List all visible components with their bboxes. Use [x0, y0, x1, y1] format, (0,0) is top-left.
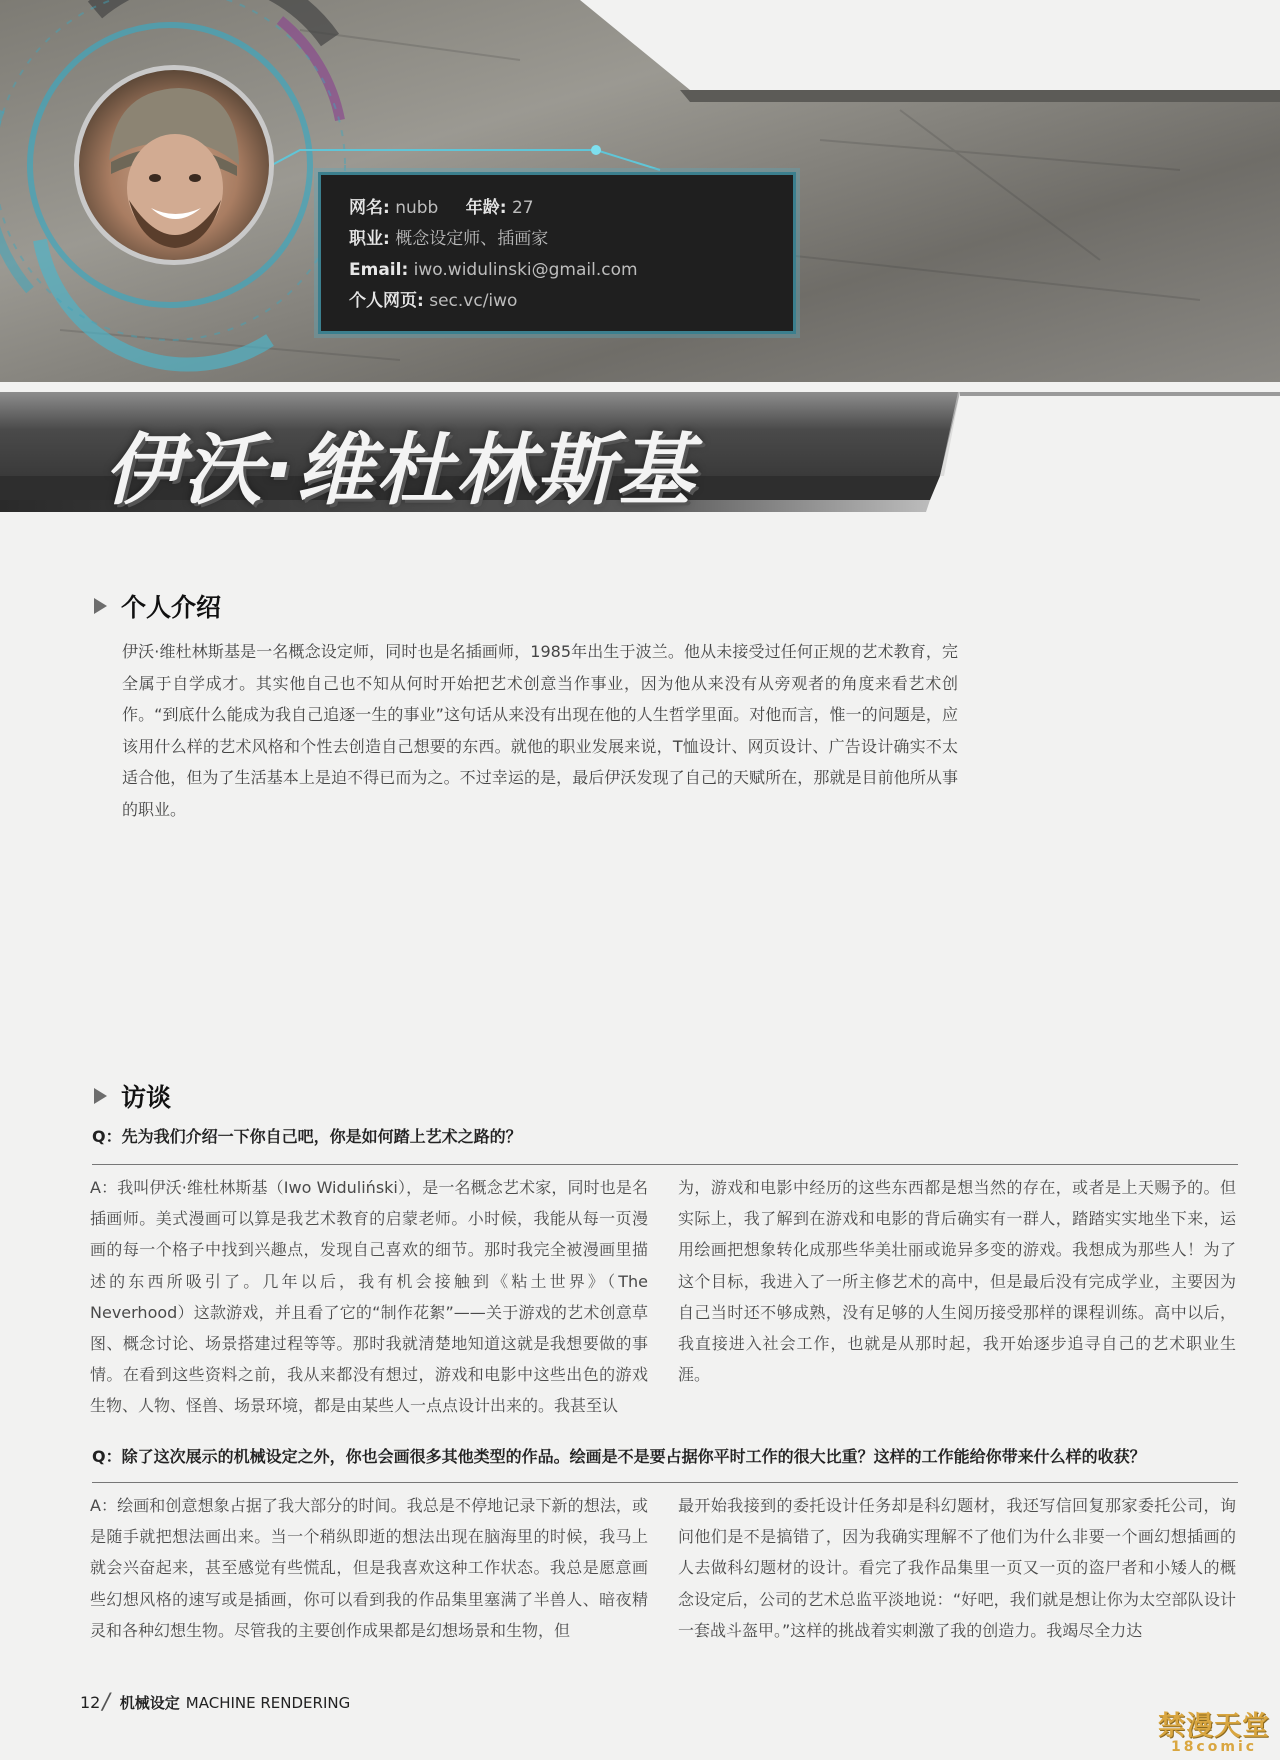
profile-row-email	[349, 255, 765, 286]
job-value: 概念设定师、插画家	[395, 229, 549, 249]
profile-row-job	[349, 224, 765, 255]
interview-heading	[94, 1078, 171, 1114]
page-number: 12	[80, 1693, 101, 1712]
profile-info-box	[318, 172, 796, 334]
watermark-line-1: 禁漫天堂	[1158, 1711, 1270, 1742]
site-label: 个人网页:	[349, 291, 424, 311]
profile-row-name-age	[349, 193, 765, 224]
question-2: Q：除了这次展示的机械设定之外，你也会画很多其他类型的作品。绘画是不是要占据你平时工作的很大比重？这样的工作能给你带来什么样的收获？	[92, 1447, 1146, 1466]
question-1: Q：先为我们介绍一下你自己吧，你是如何踏上艺术之路的？	[92, 1127, 522, 1146]
name-label: 网名:	[349, 198, 390, 218]
footer-title-en: MACHINE RENDERING	[185, 1693, 351, 1712]
name-value: nubb	[395, 198, 439, 218]
age-label: 年龄:	[465, 198, 507, 218]
watermark	[1158, 1704, 1270, 1755]
answer-2-left-column: A：绘画和创意想象占据了我大部分的时间。我总是不停地记录下新的想法，或是随手就把想法画出来。当一个稍纵即逝的想法出现在脑海里的时候，我马上就会兴奋起来，甚至感觉有些慌乱，但是我喜欢这种工作状态。我总是愿意画些幻想风格的速写或是插画，你可以看到我的作品集里塞满了半兽人、暗夜精灵和各种幻想生物。尽管我的主要创作成果都是幻想场景和生物，但	[90, 1496, 648, 1640]
divider	[92, 1164, 1238, 1165]
age-value: 27	[511, 198, 534, 218]
email-value[interactable]: iwo.widulinski@gmail.com	[413, 260, 638, 280]
intro-heading	[94, 588, 221, 624]
footer-title-cn: 机械设定	[119, 1694, 180, 1712]
profile-row-site	[349, 286, 765, 317]
page-title: 伊沃·维杜林斯基	[104, 426, 696, 516]
intro-paragraph: 伊沃·维杜林斯基是一名概念设定师，同时也是名插画师，1985年出生于波兰。他从未接受过任何正规的艺术教育，完全属于自学成才。其实他自己也不知从何时开始把艺术创意当作事业，因为他从来没有从旁观者的角度来看艺术创作。“到底什么能成为我自己追逐一生的事业”这句话从来没有出现在他的人生哲学里面。对他而言，惟一的问题是，应该用什么样的艺术风格和个性去创造自己想要的东西。就他的职业发展来说，T恤设计、网页设计、广告设计确实不太适合他，但为了生活基本上是迫不得已而为之。不过幸运的是，最后伊沃发现了自己的天赋所在，那就是目前他所从事的职业。	[122, 642, 958, 819]
job-label: 职业:	[349, 229, 390, 249]
watermark-line-2: 18comic	[1170, 1739, 1258, 1755]
footer-slash: /	[102, 1690, 110, 1715]
triangle-bullet-icon	[94, 1088, 107, 1104]
site-value[interactable]: sec.vc/iwo	[429, 291, 518, 311]
page-footer	[80, 1690, 350, 1715]
triangle-bullet-icon	[94, 598, 107, 614]
header-banner	[0, 0, 1280, 530]
divider	[92, 1482, 1238, 1483]
profile-photo	[74, 65, 274, 265]
answer-1-left-column: A：我叫伊沃·维杜林斯基（Iwo Widuliński），是一名概念艺术家，同时也是名插画师。美式漫画可以算是我艺术教育的启蒙老师。小时候，我能从每一页漫画的每一个格子中找到兴趣点，发现自己喜欢的细节。那时我完全被漫画里描述的东西所吸引了。几年以后，我有机会接触到《粘土世界》（The Neverhood）这款游戏，并且看了它的“制作花絮”——关于游戏的艺术创意草图、概念讨论、场景搭建过程等等。那时我就清楚地知道这就是我想要做的事情。在看到这些资料之前，我从来都没有想过，游戏和电影中这些出色的游戏生物、人物、怪兽、场景环境，都是由某些人一点点设计出来的。我甚至认	[90, 1178, 648, 1416]
email-label: Email:	[349, 260, 409, 280]
answer-1-right-column: 为，游戏和电影中经历的这些东西都是想当然的存在，或者是上天赐予的。但实际上，我了解到在游戏和电影的背后确实有一群人，踏踏实实地坐下来，运用绘画把想象转化成那些华美壮丽或诡异多变的游戏。我想成为那些人！为了这个目标，我进入了一所主修艺术的高中，但是最后没有完成学业，主要因为自己当时还不够成熟，没有足够的人生阅历接受那样的课程训练。高中以后，我直接进入社会工作，也就是从那时起，我开始逐步追寻自己的艺术职业生涯。	[678, 1178, 1236, 1385]
answer-2-right-column: 最开始我接到的委托设计任务却是科幻题材，我还写信回复那家委托公司，询问他们是不是搞错了，因为我确实理解不了他们为什么非要一个画幻想插画的人去做科幻题材的设计。看完了我作品集里一页又一页的盗尸者和小矮人的概念设定后，公司的艺术总监平淡地说：“好吧，我们就是想让你为太空部队设计一套战斗盔甲。”这样的挑战着实刺激了我的创造力。我竭尽全力达	[678, 1496, 1236, 1640]
interview-heading-text: 访谈	[121, 1083, 172, 1112]
intro-heading-text: 个人介绍	[121, 593, 222, 622]
